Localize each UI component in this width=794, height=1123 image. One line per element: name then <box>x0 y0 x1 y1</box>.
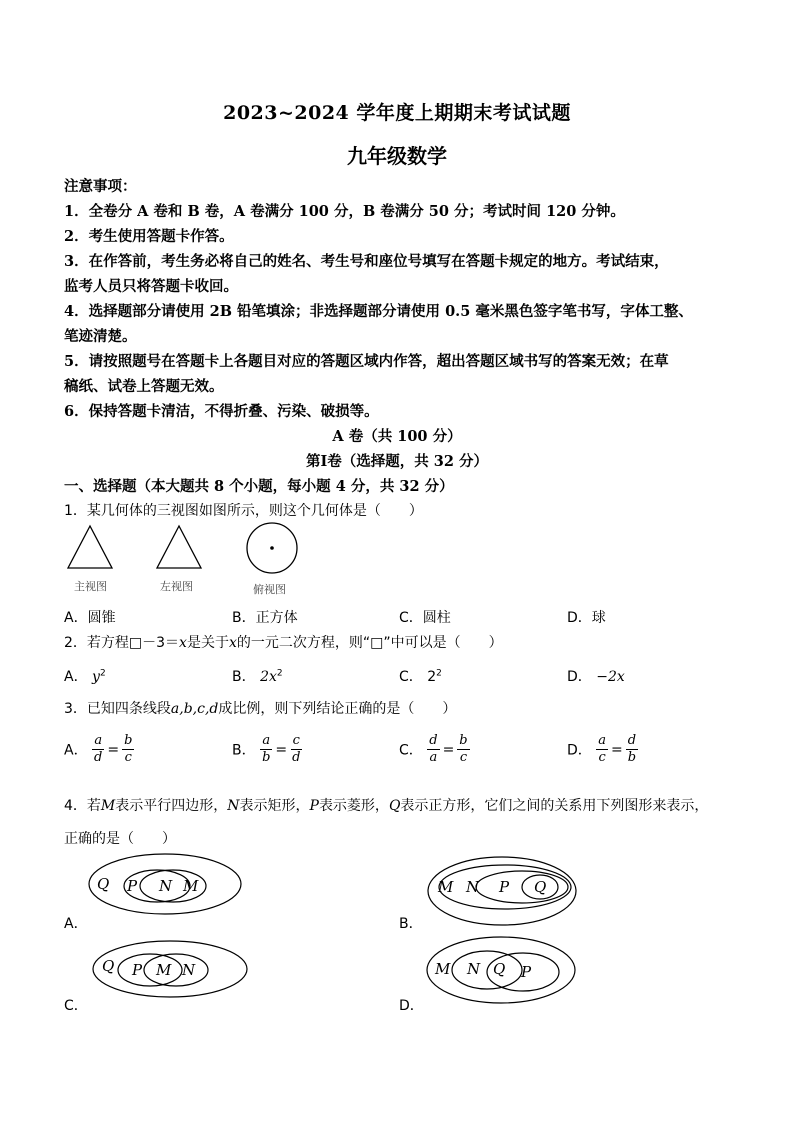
q4-option-d[interactable]: D． <box>399 998 424 1014</box>
note-line: 4．选择题部分请使用 2B 铅笔填涂；非选择题部分请使用 0.5 毫米黑色签字笔书写，字体工整、 <box>64 303 693 320</box>
note-line: 3．在作答前，考生务必将自己的姓名、考生号和座位号填写在答题卡规定的地方。考试结束， <box>64 253 669 270</box>
label-n: N <box>467 960 481 978</box>
q2-option-c[interactable]: C． $2^2$ <box>399 668 442 685</box>
q4-option-b[interactable]: B． <box>399 916 423 932</box>
fraction: $\frac{a}{b}$ <box>262 733 271 765</box>
q4-diagram-c <box>90 938 250 1000</box>
question-4-stem-line2: 正确的是（ ） <box>64 831 176 847</box>
question-1-stem: 1．某几何体的三视图如图所示，则这个几何体是（ ） <box>64 503 423 519</box>
q3-option-d[interactable]: D． $\frac{a}{c}$ = $\frac{d}{b}$ <box>567 733 637 765</box>
label-m: M <box>156 961 172 979</box>
label-q: Q <box>534 878 547 896</box>
fraction: $\frac{d}{b}$ <box>627 733 637 765</box>
exam-title: 2023~2024 学年度上期期末考试试题 <box>223 102 571 124</box>
note-line: 5．请按照题号在答题卡上各题目对应的答题区域内作答，超出答题区域书写的答案无效；在草 <box>64 353 669 370</box>
label-q: Q <box>102 957 115 975</box>
q2-option-b[interactable]: B． $2x^2$ <box>232 668 283 685</box>
label-n: N <box>466 878 480 896</box>
note-line: 笔迹清楚。 <box>64 328 137 345</box>
q4-diagram-b <box>425 855 585 927</box>
notes-heading: 注意事项： <box>64 178 137 195</box>
question-4-stem-line1: 4．若M表示平行四边形，N表示矩形，P表示菱形，Q表示正方形，它们之间的关系用下列图形来表示， <box>64 798 709 814</box>
three-views-figure <box>64 522 314 574</box>
fraction: $\frac{c}{d}$ <box>292 733 301 765</box>
label-m: M <box>438 878 454 896</box>
section-a-heading: A 卷（共 100 分） <box>332 428 462 445</box>
question-2-stem: 2．若方程□－3＝x是关于x的一元二次方程，则“□”中可以是（ ） <box>64 635 503 651</box>
front-view-triangle <box>68 526 112 568</box>
note-line: 稿纸、试卷上答题无效。 <box>64 378 224 395</box>
caption-top-view: 俯视图 <box>253 583 286 596</box>
question-3-stem: 3．已知四条线段a,b,c,d成比例，则下列结论正确的是（ ） <box>64 701 457 717</box>
label-p: P <box>132 961 143 979</box>
caption-front-view: 主视图 <box>74 580 107 593</box>
label-p: P <box>499 878 510 896</box>
q3-option-a[interactable]: A． $\frac{a}{d}$ = $\frac{b}{c}$ <box>64 733 133 765</box>
note-line: 2．考生使用答题卡作答。 <box>64 228 234 245</box>
label-p: P <box>521 963 532 981</box>
top-view-center-dot <box>270 546 274 550</box>
fraction: $\frac{d}{a}$ <box>429 733 438 765</box>
fraction: $\frac{a}{d}$ <box>94 733 103 765</box>
label-p: P <box>127 877 138 895</box>
q3-option-c[interactable]: C． $\frac{d}{a}$ = $\frac{b}{c}$ <box>399 733 468 765</box>
label-n: N <box>159 877 173 895</box>
q4-option-a[interactable]: A． <box>64 916 88 932</box>
q2-option-d[interactable]: D． −2x <box>567 669 625 685</box>
q2-option-a[interactable]: A． $y^2$ <box>64 668 106 685</box>
label-q: Q <box>493 960 506 978</box>
q4-diagram-d <box>425 934 580 1006</box>
q3-option-b[interactable]: B． $\frac{a}{b}$ = $\frac{c}{d}$ <box>232 733 301 765</box>
caption-side-view: 左视图 <box>160 580 193 593</box>
q1-option-c[interactable]: C．圆柱 <box>399 610 451 626</box>
note-line: 1．全卷分 A 卷和 B 卷，A 卷满分 100 分，B 卷满分 50 分；考试时间 120 分钟。 <box>64 203 625 220</box>
label-n: N <box>182 961 196 979</box>
note-line: 监考人员只将答题卡收回。 <box>64 278 238 295</box>
exam-subtitle: 九年级数学 <box>347 144 447 168</box>
label-q: Q <box>97 875 110 893</box>
label-m: M <box>183 877 199 895</box>
side-view-triangle <box>157 526 201 568</box>
q4-option-c[interactable]: C． <box>64 998 88 1014</box>
q4-diagram-a <box>85 850 245 918</box>
q1-option-b[interactable]: B．正方体 <box>232 610 298 626</box>
section-heading: 一、选择题（本大题共 8 个小题，每小题 4 分，共 32 分） <box>64 478 454 495</box>
q1-option-d[interactable]: D．球 <box>567 610 606 626</box>
fraction: $\frac{b}{c}$ <box>459 733 468 765</box>
fraction: $\frac{a}{c}$ <box>598 733 606 765</box>
q1-option-a[interactable]: A．圆锥 <box>64 610 116 626</box>
fraction: $\frac{b}{c}$ <box>124 733 133 765</box>
note-line: 6．保持答题卡清洁，不得折叠、污染、破损等。 <box>64 403 379 420</box>
label-m: M <box>435 960 451 978</box>
part-1-heading: 第Ⅰ卷（选择题，共 32 分） <box>305 453 489 470</box>
